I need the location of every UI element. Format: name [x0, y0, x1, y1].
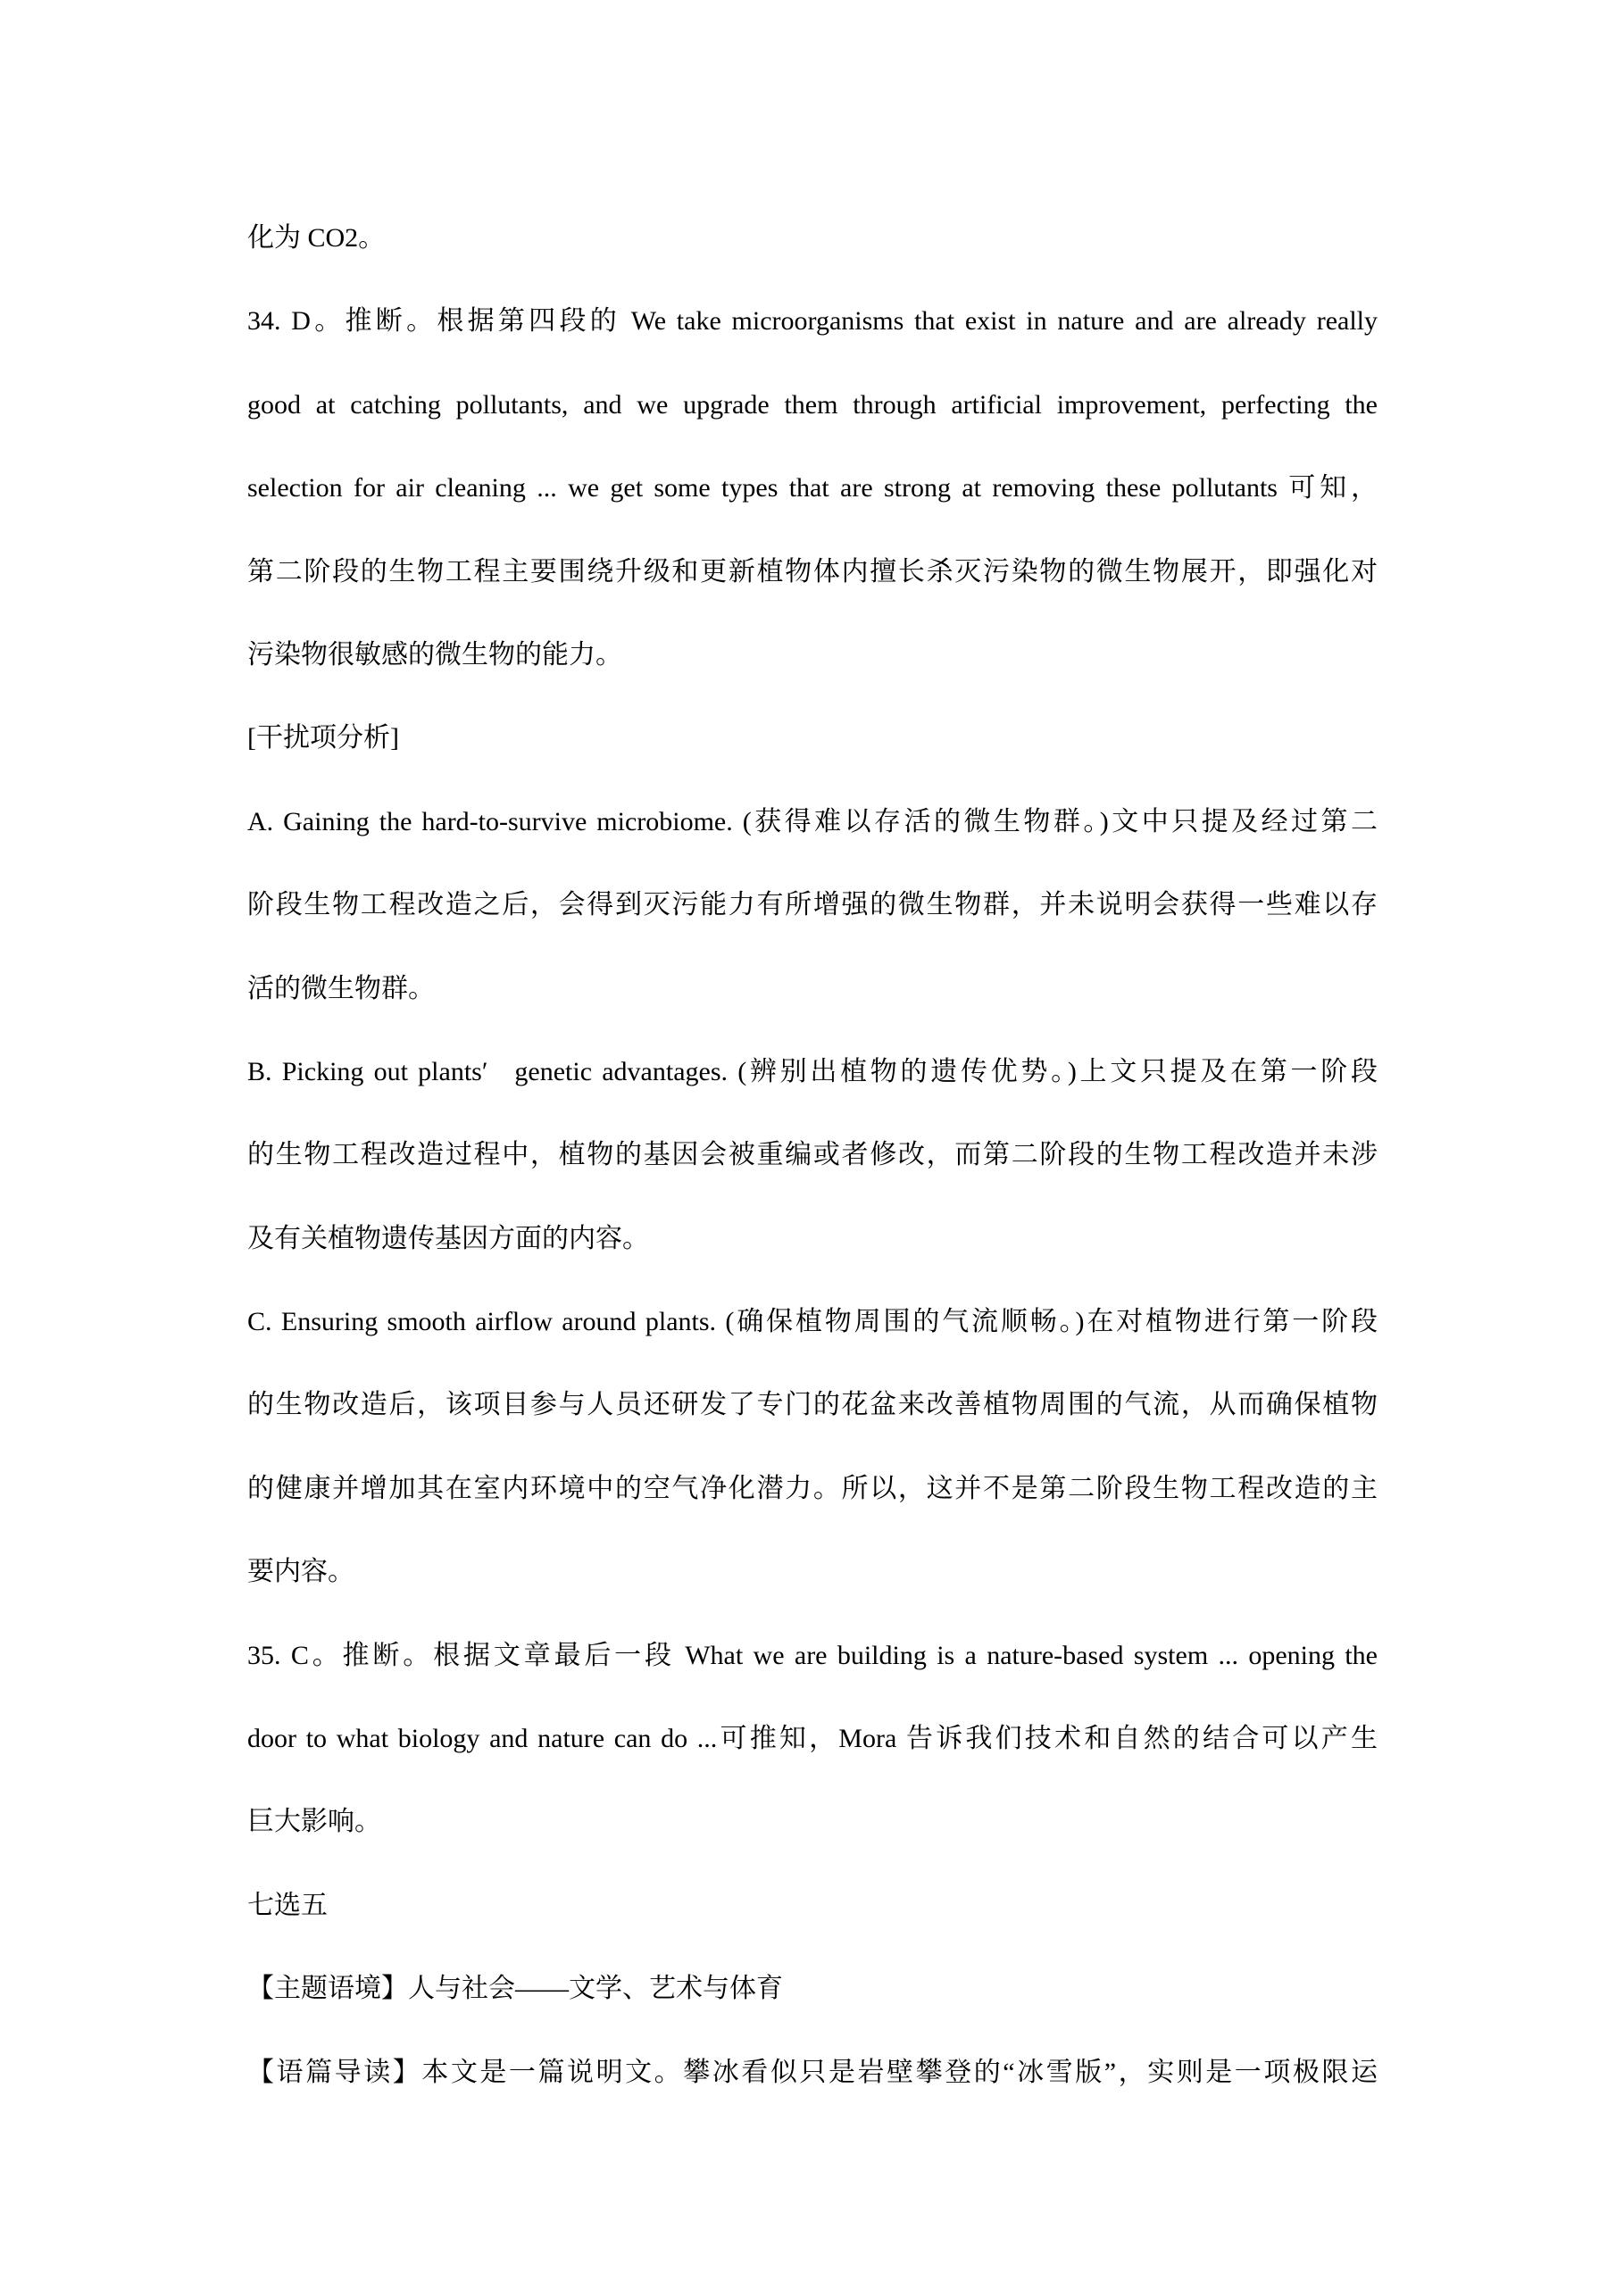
text-line: 34. D。推断。根据第四段的 We take microorganisms that exist in nature and are already really [247, 306, 1378, 337]
text-line: 第二阶段的生物工程主要围绕升级和更新植物体内擅长杀灭污染物的微生物展开，即强化对 [247, 556, 1378, 586]
text-line: 活的微生物群。 [247, 973, 435, 1003]
answer-explanations-text [247, 196, 1378, 2114]
text-line: B. Picking out plants′ genetic advantages. (辨别出植物的遗传优势。)上文只提及在第一阶段 [247, 1056, 1378, 1086]
text-line: 的生物工程改造过程中，植物的基因会被重编或者修改，而第二阶段的生物工程改造并未涉 [247, 1140, 1378, 1170]
text-line: 及有关植物遗传基因方面的内容。 [247, 1223, 649, 1253]
text-line: 的生物改造后，该项目参与人员还研发了专门的花盆来改善植物周围的气流，从而确保植物 [247, 1390, 1378, 1420]
text-line: good at catching pollutants, and we upgrade them through artificial improvement, perfecting the [247, 389, 1378, 420]
text-line: 要内容。 [247, 1557, 354, 1587]
text-line: selection for air cleaning ... we get some types that are strong at removing these pollutants 可知， [247, 473, 1378, 503]
text-line: 巨大影响。 [247, 1807, 381, 1837]
text-line: 污染物很敏感的微生物的能力。 [247, 639, 622, 670]
text-line: 【主题语境】人与社会——文学、艺术与体育 [247, 1974, 783, 2004]
text-line: A. Gaining the hard-to-survive microbiome. (获得难以存活的微生物群。)文中只提及经过第二 [247, 806, 1378, 836]
text-line: 【语篇导读】本文是一篇说明文。攀冰看似只是岩壁攀登的“冰雪版”，实则是一项极限运 [247, 2057, 1378, 2087]
text-line: 七选五 [247, 1890, 328, 1920]
text-line: 的健康并增加其在室内环境中的空气净化潜力。所以，这并不是第二阶段生物工程改造的主 [247, 1473, 1378, 1503]
text-line: 化为 CO2。 [247, 223, 386, 253]
text-line: 阶段生物工程改造之后，会得到灭污能力有所增强的微生物群，并未说明会获得一些难以存 [247, 890, 1378, 920]
text-line: [干扰项分析] [247, 723, 399, 753]
text-line: door to what biology and nature can do ...可推知，Mora 告诉我们技术和自然的结合可以产生 [247, 1724, 1378, 1754]
text-line: 35. C。推断。根据文章最后一段 What we are building is a nature-based system ... opening the [247, 1640, 1378, 1670]
text-line: C. Ensuring smooth airflow around plants. (确保植物周围的气流顺畅。)在对植物进行第一阶段 [247, 1307, 1378, 1337]
